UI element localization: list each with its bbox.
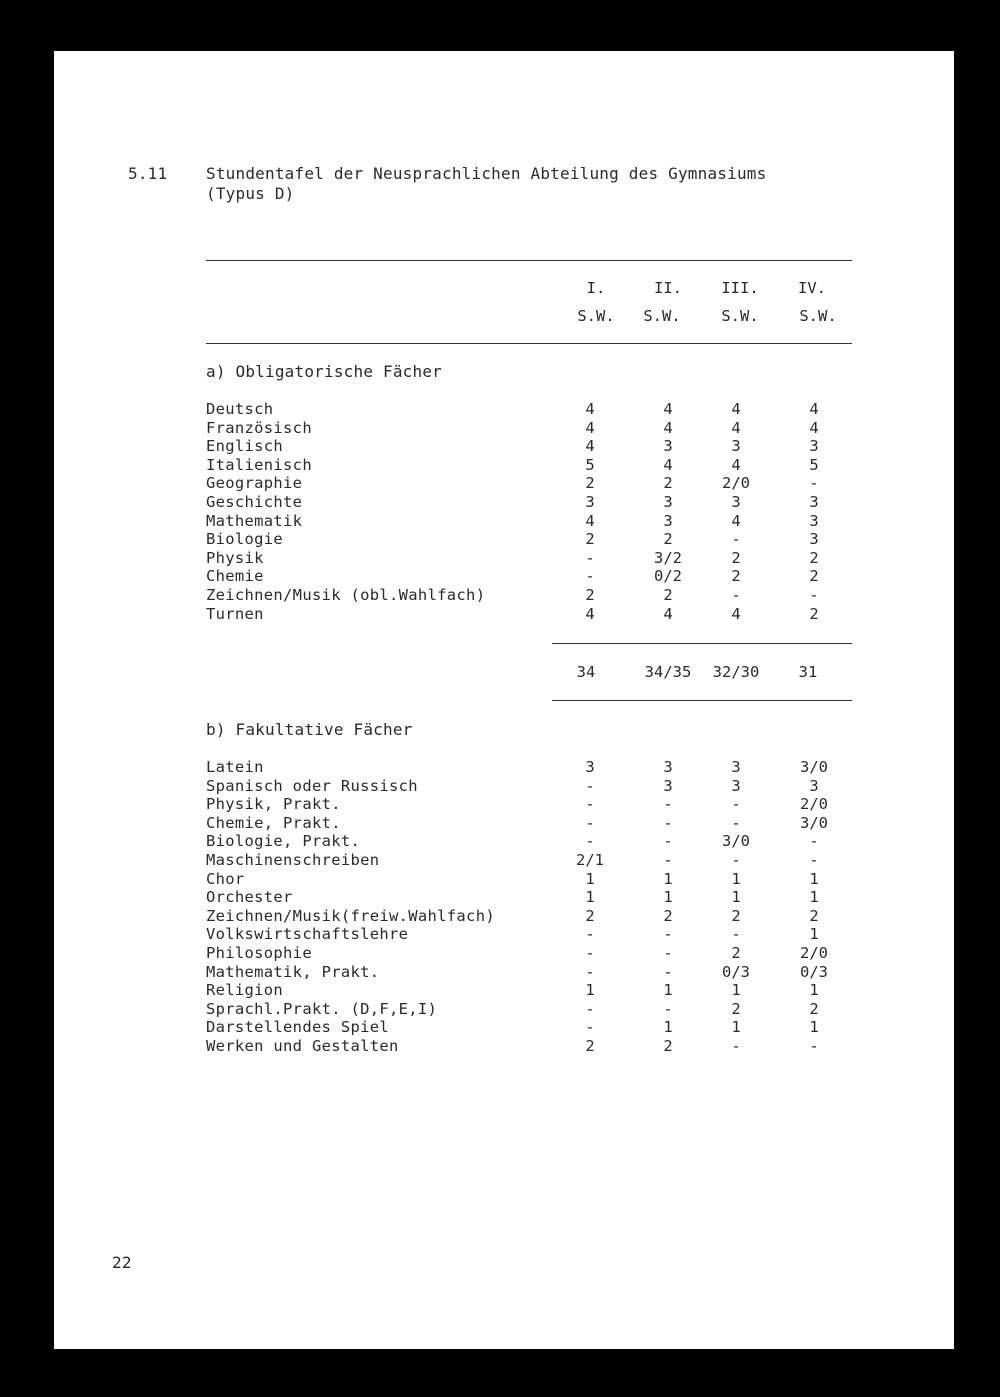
hours-cell: 2/0 xyxy=(722,474,750,493)
hours-cell: 2 xyxy=(663,1036,673,1055)
hours-cell: - xyxy=(585,813,595,832)
subject-name: Chor xyxy=(206,869,245,888)
hours-cell: - xyxy=(731,795,741,814)
hours-cell: 3 xyxy=(663,776,673,795)
totals-top-rule xyxy=(552,643,852,644)
hours-cell: 3 xyxy=(809,437,819,456)
hours-cell: - xyxy=(731,813,741,832)
hours-cell: 4 xyxy=(809,400,819,418)
hours-cell: - xyxy=(809,850,819,869)
hours-cell: 4 xyxy=(663,455,673,474)
subject-name: Turnen xyxy=(206,604,264,623)
hours-cell: 3 xyxy=(731,758,741,776)
hours-cell: 3 xyxy=(731,492,741,511)
hours-cell: 2 xyxy=(585,1036,595,1055)
hours-cell: 3 xyxy=(585,492,595,511)
hours-cell: 2 xyxy=(585,585,595,604)
table-row xyxy=(54,777,954,796)
table-row xyxy=(54,925,954,944)
hours-cell: 1 xyxy=(585,981,595,1000)
subject-name: Italienisch xyxy=(206,455,312,474)
hours-cell: 3 xyxy=(663,437,673,456)
hours-cell: 1 xyxy=(809,888,819,907)
subject-name: Physik, Prakt. xyxy=(206,795,341,814)
hours-cell: - xyxy=(663,813,673,832)
hours-cell: 1 xyxy=(585,888,595,907)
hours-cell: - xyxy=(731,585,741,604)
hours-cell: - xyxy=(731,530,741,549)
hours-cell: 1 xyxy=(731,1018,741,1037)
hours-cell: - xyxy=(585,548,595,567)
hours-cell: 1 xyxy=(809,869,819,888)
hours-cell: 2 xyxy=(585,530,595,549)
hours-cell: 2/0 xyxy=(800,795,828,814)
subject-name: Chemie, Prakt. xyxy=(206,813,341,832)
subject-name: Zeichnen/Musik(freiw.Wahlfach) xyxy=(206,906,495,925)
table-row xyxy=(54,795,954,814)
hours-cell: 3 xyxy=(663,758,673,776)
hours-cell: 5 xyxy=(585,455,595,474)
subject-name: Biologie, Prakt. xyxy=(206,832,361,851)
table-top-rule xyxy=(206,260,852,261)
table-row xyxy=(54,605,954,624)
table-row xyxy=(54,419,954,438)
hours-cell: - xyxy=(731,1036,741,1055)
hours-cell: - xyxy=(585,962,595,981)
hours-cell: 4 xyxy=(585,511,595,530)
hours-cell: 4 xyxy=(731,511,741,530)
hours-cell: 2 xyxy=(809,567,819,586)
subject-name: Geschichte xyxy=(206,492,303,511)
hours-cell: 1 xyxy=(731,888,741,907)
hours-cell: 3 xyxy=(585,758,595,776)
subject-name: Religion xyxy=(206,981,284,1000)
hours-cell: 1 xyxy=(731,981,741,1000)
hours-cell: 3 xyxy=(731,776,741,795)
hours-cell: - xyxy=(585,795,595,814)
hours-cell: - xyxy=(585,776,595,795)
table-row xyxy=(54,567,954,586)
subject-name: Französisch xyxy=(206,418,312,437)
table-row xyxy=(54,851,954,870)
hours-cell: - xyxy=(585,943,595,962)
hours-cell: 1 xyxy=(809,981,819,1000)
hours-cell: - xyxy=(809,585,819,604)
hours-cell: - xyxy=(585,999,595,1018)
hours-cell: - xyxy=(809,1036,819,1055)
hours-cell: 4 xyxy=(585,437,595,456)
table-row xyxy=(54,493,954,512)
hours-cell: 4 xyxy=(663,400,673,418)
hours-cell: 3 xyxy=(731,437,741,456)
hours-cell: 3/0 xyxy=(722,832,750,851)
column-header-2: II. xyxy=(654,279,682,297)
subject-name: Orchester xyxy=(206,888,293,907)
section-title: Stundentafel der Neusprachlichen Abteilung des Gymnasiums xyxy=(206,164,767,183)
hours-cell: 1 xyxy=(585,869,595,888)
hours-cell: 1 xyxy=(809,925,819,944)
subject-name: Mathematik, Prakt. xyxy=(206,962,380,981)
subject-name: Physik xyxy=(206,548,264,567)
hours-cell: 2 xyxy=(809,548,819,567)
table-row xyxy=(54,512,954,531)
document-page xyxy=(54,51,954,1349)
table-row xyxy=(54,456,954,475)
subject-name: Latein xyxy=(206,758,264,776)
page-number: 22 xyxy=(112,1253,132,1272)
hours-cell: 1 xyxy=(663,888,673,907)
hours-cell: 3 xyxy=(809,492,819,511)
column-header-1: I. xyxy=(586,279,606,297)
hours-cell: 4 xyxy=(585,418,595,437)
hours-cell: 2 xyxy=(731,943,741,962)
hours-cell: 4 xyxy=(585,400,595,418)
hours-cell: 5 xyxy=(809,455,819,474)
subject-name: Philosophie xyxy=(206,943,312,962)
table-row xyxy=(54,400,954,419)
subject-name: Deutsch xyxy=(206,400,274,418)
subject-name: Maschinenschreiben xyxy=(206,850,380,869)
subject-name: Sprachl.Prakt. (D,F,E,I) xyxy=(206,999,438,1018)
hours-cell: 2 xyxy=(585,906,595,925)
column-unit-3: S.W. xyxy=(721,307,759,325)
hours-cell: 3/2 xyxy=(654,548,682,567)
table-row xyxy=(54,1018,954,1037)
table-row xyxy=(54,963,954,982)
table-row xyxy=(54,1037,954,1056)
table-row xyxy=(54,888,954,907)
hours-cell: 4 xyxy=(809,418,819,437)
table-row xyxy=(54,586,954,605)
table-row xyxy=(54,758,954,777)
hours-cell: 3 xyxy=(663,511,673,530)
hours-cell: - xyxy=(585,832,595,851)
subject-name: Biologie xyxy=(206,530,284,549)
subject-name: Mathematik xyxy=(206,511,303,530)
subject-name: Darstellendes Spiel xyxy=(206,1018,390,1037)
total-value: 32/30 xyxy=(712,663,760,681)
section-subtitle: (Typus D) xyxy=(206,184,295,203)
hours-cell: 1 xyxy=(663,981,673,1000)
hours-cell: 3 xyxy=(809,511,819,530)
hours-cell: 2 xyxy=(731,548,741,567)
table-row xyxy=(54,870,954,889)
hours-cell: 4 xyxy=(731,455,741,474)
hours-cell: 2 xyxy=(809,999,819,1018)
section-number: 5.11 xyxy=(128,164,168,183)
hours-cell: 4 xyxy=(731,418,741,437)
hours-cell: 3 xyxy=(809,530,819,549)
hours-cell: 2 xyxy=(731,906,741,925)
hours-cell: - xyxy=(663,943,673,962)
hours-cell: 2 xyxy=(585,474,595,493)
table-row xyxy=(54,832,954,851)
hours-cell: - xyxy=(585,1018,595,1037)
hours-cell: - xyxy=(809,474,819,493)
hours-cell: 2 xyxy=(663,530,673,549)
hours-cell: 3 xyxy=(663,492,673,511)
hours-cell: 1 xyxy=(731,869,741,888)
table-row xyxy=(54,1000,954,1019)
hours-cell: 4 xyxy=(663,604,673,623)
subject-name: Englisch xyxy=(206,437,284,456)
hours-cell: 2 xyxy=(731,999,741,1018)
table-row xyxy=(54,549,954,568)
table-row xyxy=(54,907,954,926)
table-row xyxy=(54,981,954,1000)
hours-cell: - xyxy=(663,850,673,869)
subject-name: Geographie xyxy=(206,474,303,493)
hours-cell: - xyxy=(585,925,595,944)
hours-cell: 2/0 xyxy=(800,943,828,962)
optional-heading: b) Fakultative Fächer xyxy=(206,720,413,739)
table-row xyxy=(54,944,954,963)
hours-cell: 2 xyxy=(663,906,673,925)
hours-cell: 4 xyxy=(731,604,741,623)
hours-cell: 4 xyxy=(585,604,595,623)
column-unit-4: S.W. xyxy=(799,307,837,325)
hours-cell: - xyxy=(663,795,673,814)
hours-cell: 1 xyxy=(663,1018,673,1037)
hours-cell: - xyxy=(663,962,673,981)
column-header-4: IV. xyxy=(798,279,826,297)
totals-bottom-rule xyxy=(552,700,852,701)
hours-cell: 0/2 xyxy=(654,567,682,586)
hours-cell: 3/0 xyxy=(800,813,828,832)
hours-cell: 3/0 xyxy=(800,758,828,776)
hours-cell: 2 xyxy=(809,604,819,623)
subject-name: Zeichnen/Musik (obl.Wahlfach) xyxy=(206,585,486,604)
hours-cell: - xyxy=(663,925,673,944)
hours-cell: - xyxy=(585,567,595,586)
table-row xyxy=(54,474,954,493)
subject-name: Chemie xyxy=(206,567,264,586)
column-unit-2: S.W. xyxy=(643,307,681,325)
subject-name: Volkswirtschaftslehre xyxy=(206,925,409,944)
table-row xyxy=(54,814,954,833)
hours-cell: 0/3 xyxy=(800,962,828,981)
table-header-rule xyxy=(206,343,852,344)
table-row xyxy=(54,530,954,549)
hours-cell: 2 xyxy=(663,585,673,604)
hours-cell: - xyxy=(731,925,741,944)
hours-cell: 1 xyxy=(809,1018,819,1037)
hours-cell: - xyxy=(663,832,673,851)
column-header-3: III. xyxy=(721,279,759,297)
optional-table xyxy=(54,758,954,1056)
hours-cell: 2 xyxy=(663,474,673,493)
subject-name: Werken und Gestalten xyxy=(206,1036,399,1055)
hours-cell: 1 xyxy=(663,869,673,888)
subject-name: Spanisch oder Russisch xyxy=(206,776,418,795)
column-unit-1: S.W. xyxy=(577,307,615,325)
hours-cell: 4 xyxy=(663,418,673,437)
hours-cell: - xyxy=(663,999,673,1018)
total-value: 34 xyxy=(576,663,596,681)
table-row xyxy=(54,437,954,456)
hours-cell: 3 xyxy=(809,776,819,795)
total-value: 34/35 xyxy=(644,663,692,681)
total-value: 31 xyxy=(798,663,818,681)
hours-cell: 2 xyxy=(731,567,741,586)
obligatory-heading: a) Obligatorische Fächer xyxy=(206,362,442,381)
hours-cell: - xyxy=(731,850,741,869)
hours-cell: - xyxy=(809,832,819,851)
hours-cell: 4 xyxy=(731,400,741,418)
hours-cell: 2/1 xyxy=(576,850,604,869)
hours-cell: 2 xyxy=(809,906,819,925)
obligatory-table xyxy=(54,400,954,623)
hours-cell: 0/3 xyxy=(722,962,750,981)
